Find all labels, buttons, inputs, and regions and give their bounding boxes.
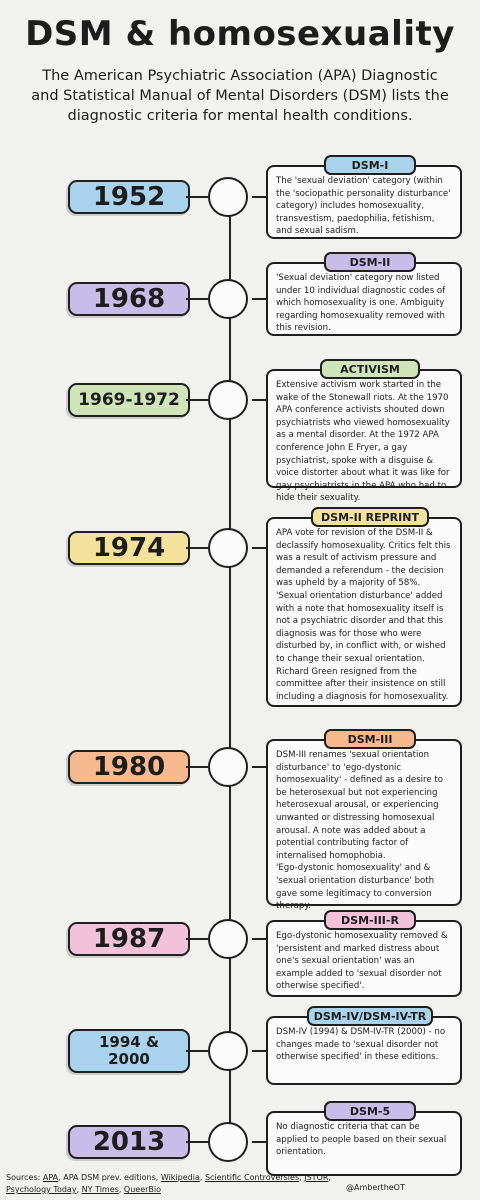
connector-line xyxy=(252,298,266,300)
source-separator: , APA DSM prev. editions, xyxy=(58,1173,161,1182)
dsm-edition-tag: DSM-I xyxy=(324,155,416,175)
timeline-node xyxy=(208,919,248,959)
author-handle: @AmbertheOT xyxy=(346,1183,405,1192)
timeline-node xyxy=(208,528,248,568)
description-card xyxy=(266,920,462,997)
connector-line xyxy=(252,938,266,940)
timeline-node xyxy=(208,747,248,787)
connector-line xyxy=(252,1141,266,1143)
connector-line xyxy=(186,298,208,300)
source-link[interactable]: Psychology Today xyxy=(6,1185,77,1194)
source-separator: , xyxy=(76,1185,82,1194)
source-link[interactable]: Scientific Controversies xyxy=(204,1173,300,1182)
dsm-edition-tag: DSM-III-R xyxy=(324,910,416,930)
connector-line xyxy=(186,1050,208,1052)
description-card xyxy=(266,739,462,912)
sources-prefix: Sources: xyxy=(6,1173,43,1182)
description-text: DSM-IV (1994) & DSM-IV-TR (2000) - no changes made to 'sexual disorder not otherwise specified' in these editions. xyxy=(276,1027,446,1063)
description-text: 'Ego-dystonic homosexuality' and & 'sexual orientation disturbance' both gave some legitimacy to conversion therapy. xyxy=(276,863,435,912)
timeline-node xyxy=(208,380,248,420)
connector-line xyxy=(186,399,208,401)
dsm-edition-tag: DSM-IV/DSM-IV-TR xyxy=(307,1006,433,1026)
timeline-node xyxy=(208,177,248,217)
connector-line xyxy=(252,547,266,549)
source-separator: , xyxy=(199,1173,205,1182)
description-text: 'Sexual orientation disturbance' added with a note that homosexuality itself is not a psychiatric disorder and that this diagnosis was for those who were disturbed by, in conflict with, or wished to change their sexual orientation. xyxy=(276,590,446,664)
year-label: 1968 xyxy=(68,282,190,316)
year-label: 1987 xyxy=(68,922,190,956)
source-link[interactable]: QueerBio xyxy=(123,1185,162,1194)
connector-line xyxy=(252,1050,266,1052)
year-label: 1952 xyxy=(68,180,190,214)
year-label: 2013 xyxy=(68,1125,190,1159)
description-text: DSM-III renames 'sexual orientation disturbance' to 'ego-dystonic homosexuality' - defined as a desire to be heterosexual but not experiencing heterosexual arousal, or experiencing unwanted or distressing homosexual arousal. A note was added about a potential contributing factor of internalised homophobia. xyxy=(276,750,444,861)
source-separator: , xyxy=(328,1173,331,1182)
source-link[interactable]: JSTOR xyxy=(304,1173,329,1182)
description-card xyxy=(266,517,462,707)
connector-line xyxy=(186,547,208,549)
year-label: 1969-1972 xyxy=(68,383,190,417)
source-link[interactable]: Wikipedia xyxy=(160,1173,200,1182)
description-text: 'Sexual deviation' category now listed under 10 individual diagnostic codes of which homosexuality is one. Ambiguity regarding homosexuality removed with this revision. xyxy=(276,273,446,334)
timeline-node xyxy=(208,1122,248,1162)
connector-line xyxy=(252,766,266,768)
description-text: The 'sexual deviation' category (within the 'sociopathic personality disturbance' category) includes homosexuality, transvestism, paedophilia, fetishism, and sexual sadism. xyxy=(276,176,451,237)
description-card xyxy=(266,165,462,239)
page-title: DSM & homosexuality xyxy=(25,14,455,54)
connector-line xyxy=(186,766,208,768)
timeline-node xyxy=(208,1031,248,1071)
description-text: No diagnostic criteria that can be applied to people based on their sexual orientation. xyxy=(276,1122,447,1158)
connector-line xyxy=(186,196,208,198)
timeline-spine xyxy=(229,180,231,1156)
description-text: Extensive activism work started in the wake of the Stonewall riots. At the 1970 APA conference activists shouted down psychiatrists who viewed homosexuality as a mental disorder. At the 1972 APA conference John E Fryer, a gay psychiatrist, spoke with a disguise & voice distorter about what it was like for gay psychiatrists in the APA who had to hide their sexuality. xyxy=(276,380,450,504)
connector-line xyxy=(252,399,266,401)
dsm-edition-tag: ACTIVISM xyxy=(320,359,420,379)
description-text: Richard Green resigned from the committee after their insistence on still including a diagnosis for homosexuality. xyxy=(276,666,449,702)
description-text: APA vote for revision of the DSM-II & declassify homosexuality. Critics felt this was a result of activism pressure and demanded a referendum - the decision was upheld by a majority of 58%. xyxy=(276,528,451,589)
connector-line xyxy=(252,196,266,198)
dsm-edition-tag: DSM-III xyxy=(324,729,416,749)
source-link[interactable]: APA xyxy=(42,1173,59,1182)
description-card xyxy=(266,369,462,504)
dsm-edition-tag: DSM-II xyxy=(324,252,416,272)
sources-list xyxy=(6,1173,331,1194)
timeline-node xyxy=(208,279,248,319)
description-text: Ego-dystonic homosexuality removed & 'persistent and marked distress about one's sexual orientation' was an example added to 'sexual disorder not otherwise specified'. xyxy=(276,931,448,992)
connector-line xyxy=(186,1141,208,1143)
dsm-edition-tag: DSM-II REPRINT xyxy=(311,507,429,527)
description-card xyxy=(266,1016,462,1085)
source-separator: , xyxy=(299,1173,305,1182)
description-card xyxy=(266,262,462,336)
year-label: 1994 & 2000 xyxy=(68,1029,190,1073)
year-label: 1974 xyxy=(68,531,190,565)
page-subtitle: The American Psychiatric Association (APA) Diagnostic and Statistical Manual of Mental Disorders (DSM) lists the diagnostic criteria for mental health conditions. xyxy=(31,68,449,124)
connector-line xyxy=(186,938,208,940)
year-label: 1980 xyxy=(68,750,190,784)
sources-footer xyxy=(6,1172,336,1196)
source-link[interactable]: NY Times xyxy=(81,1185,119,1194)
source-separator: , xyxy=(118,1185,124,1194)
dsm-edition-tag: DSM-5 xyxy=(324,1101,416,1121)
